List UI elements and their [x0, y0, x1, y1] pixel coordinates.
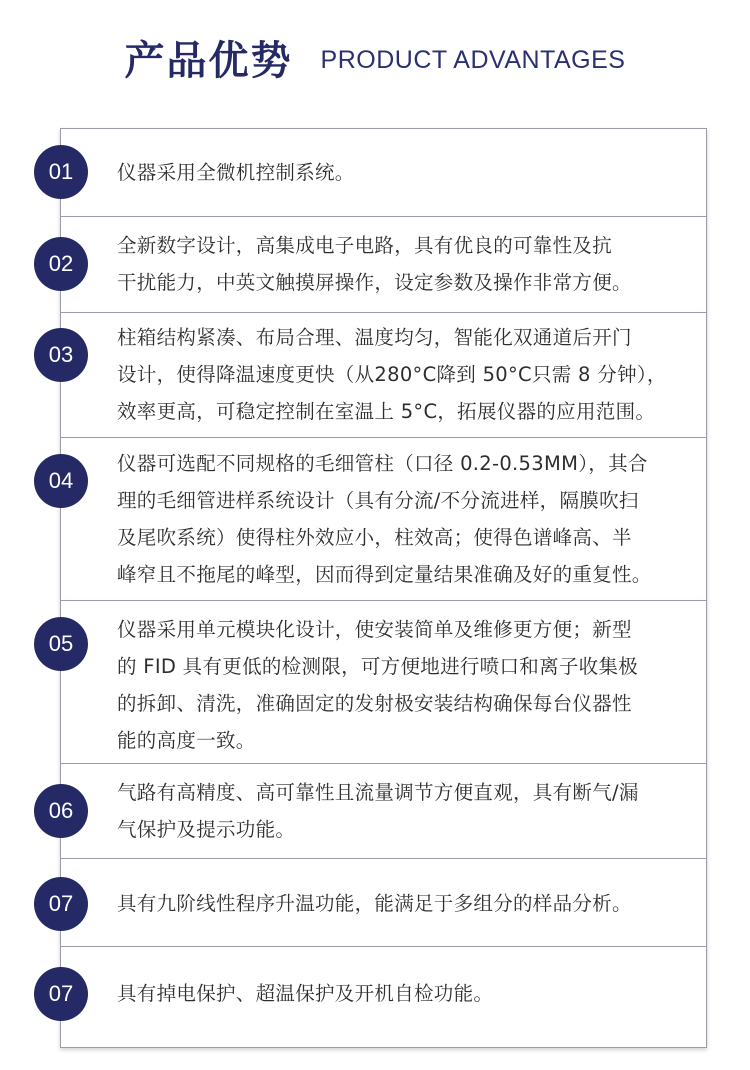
- item-text: 全新数字设计，高集成电子电路，具有优良的可靠性及抗 干扰能力，中英文触摸屏操作，设定参数及操作非常方便。: [117, 234, 632, 294]
- item-number-badge: 05: [34, 617, 88, 671]
- item-number-badge: 03: [34, 328, 88, 382]
- item-text: 具有九阶线性程序升温功能，能满足于多组分的样品分析。: [117, 892, 632, 915]
- item-number-badge: 07: [34, 877, 88, 931]
- item-text: 气路有高精度、高可靠性且流量调节方便直观，具有断气/漏 气保护及提示功能。: [117, 781, 639, 841]
- list-item: [48, 859, 706, 946]
- item-text: 仪器采用全微机控制系统。: [117, 161, 355, 184]
- item-text: 柱箱结构紧凑、布局合理、温度均匀，智能化双通道后开门 设计，使得降温速度更快（从280°C降到 50°C只需 8 分钟）， 效率更高，可稳定控制在室温上 5°C，拓展仪器的应用范围。: [117, 326, 667, 423]
- item-number-badge: 07: [34, 967, 88, 1021]
- page-header: [0, 22, 750, 92]
- list-item: [48, 764, 706, 858]
- item-text: 仪器可选配不同规格的毛细管柱（口径 0.2-0.53MM），其合 理的毛细管进样系统设计（具有分流/不分流进样，隔膜吹扫 及尾吹系统）使得柱外效应小，柱效高；使得色谱峰高、半 峰窄且不拖尾的峰型，因而得到定量结果准确及好的重复性。: [117, 452, 652, 586]
- page-title: 产品优势: [124, 37, 293, 84]
- list-item: [48, 313, 706, 437]
- item-text: 具有掉电保护、超温保护及开机自检功能。: [117, 982, 494, 1005]
- list-item: [48, 217, 706, 312]
- list-item: [48, 947, 706, 1047]
- advantages-list: [48, 128, 707, 1048]
- item-number-badge: 06: [34, 784, 88, 838]
- item-number-badge: 04: [34, 454, 88, 508]
- page-subtitle: PRODUCT ADVANTAGES: [320, 45, 626, 74]
- item-number-badge: 02: [34, 237, 88, 291]
- list-item: [48, 129, 706, 216]
- list-item: [48, 438, 706, 600]
- item-number-badge: 01: [34, 145, 88, 199]
- item-text: 仪器采用单元模块化设计，使安装简单及维修更方便；新型 的 FID 具有更低的检测限，可方便地进行喷口和离子收集极 的拆卸、清洗，准确固定的发射极安装结构确保每台仪器性 能的高度一致。: [117, 618, 639, 752]
- list-item: [48, 601, 706, 763]
